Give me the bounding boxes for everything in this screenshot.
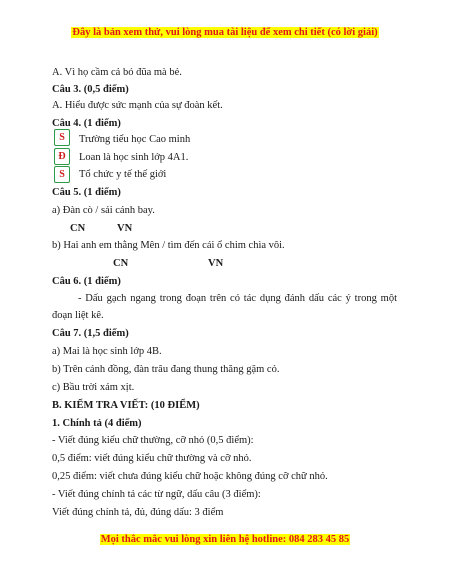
- question-6-text-start: - Dấu gạch ngang trong đoạn trên có tác dụng đánh dấu các ý trong một: [78, 293, 397, 304]
- question-7-c: c) Bầu trời xám xịt.: [52, 382, 135, 393]
- criteria-line: 0,5 điểm: viết đúng kiểu chữ thường và cỡ nhỏ.: [52, 453, 252, 464]
- statement-text: Loan là học sinh lớp 4A1.: [79, 152, 189, 163]
- criteria-line: Viết đúng chính tả, đủ, đúng dấu: 3 điểm: [52, 507, 224, 518]
- answer-mark-box: S: [54, 129, 70, 146]
- predicate-label: VN: [117, 223, 133, 234]
- question-3-answer: A. Hiểu được sức mạnh của sự đoàn kết.: [52, 100, 223, 111]
- question-6-heading: Câu 6. (1 điểm): [52, 276, 121, 287]
- question-6-text-end: đoạn liệt kê.: [52, 310, 104, 321]
- question-7-a: a) Mai là học sinh lớp 4B.: [52, 346, 162, 357]
- question-6-text: [52, 292, 397, 305]
- subject-label: CN: [70, 223, 86, 234]
- statement-text: Tổ chức y tế thế giới: [79, 169, 167, 180]
- question-5-heading: Câu 5. (1 điểm): [52, 187, 121, 198]
- preview-banner: [0, 27, 450, 38]
- question-4-heading: Câu 4. (1 điểm): [52, 118, 121, 129]
- criteria-line: - Viết đúng chính tả các từ ngữ, dấu câu (3 điểm):: [52, 489, 261, 500]
- criteria-line: 0,25 điểm: viết chưa đúng kiểu chữ hoặc không đúng cỡ chữ nhỏ.: [52, 471, 328, 482]
- answer-mark-box: Đ: [54, 148, 70, 165]
- spelling-heading: 1. Chính tả (4 điểm): [52, 418, 142, 429]
- question-5-a: a) Đàn cò / sải cánh bay.: [52, 205, 155, 216]
- hotline-banner: [0, 534, 450, 545]
- subject-label: CN: [113, 258, 129, 269]
- statement-text: Trường tiểu học Cao minh: [79, 134, 191, 145]
- predicate-label: VN: [208, 258, 224, 269]
- question-3-heading: Câu 3. (0,5 điểm): [52, 84, 129, 95]
- section-b-heading: B. KIỂM TRA VIẾT: (10 ĐIỂM): [52, 400, 200, 411]
- hotline-banner-text: Mọi thắc mắc vui lòng xin liên hệ hotline: 084 283 45 85: [100, 534, 350, 545]
- answer-line: A. Vì họ cầm cả bó đũa mà bẻ.: [52, 67, 182, 78]
- preview-banner-text: Đây là bản xem thử, vui lòng mua tài liệu để xem chi tiết (có lời giải): [72, 27, 378, 38]
- answer-mark-box: S: [54, 166, 70, 183]
- question-7-heading: Câu 7. (1,5 điểm): [52, 328, 129, 339]
- question-5-b: b) Hai anh em thằng Mên / tìm đến cái ổ chim chìa vôi.: [52, 240, 285, 251]
- criteria-line: - Viết đúng kiểu chữ thường, cỡ nhỏ (0,5 điểm):: [52, 435, 254, 446]
- question-7-b: b) Trên cánh đồng, đàn trâu đang thung thăng gặm cỏ.: [52, 364, 280, 375]
